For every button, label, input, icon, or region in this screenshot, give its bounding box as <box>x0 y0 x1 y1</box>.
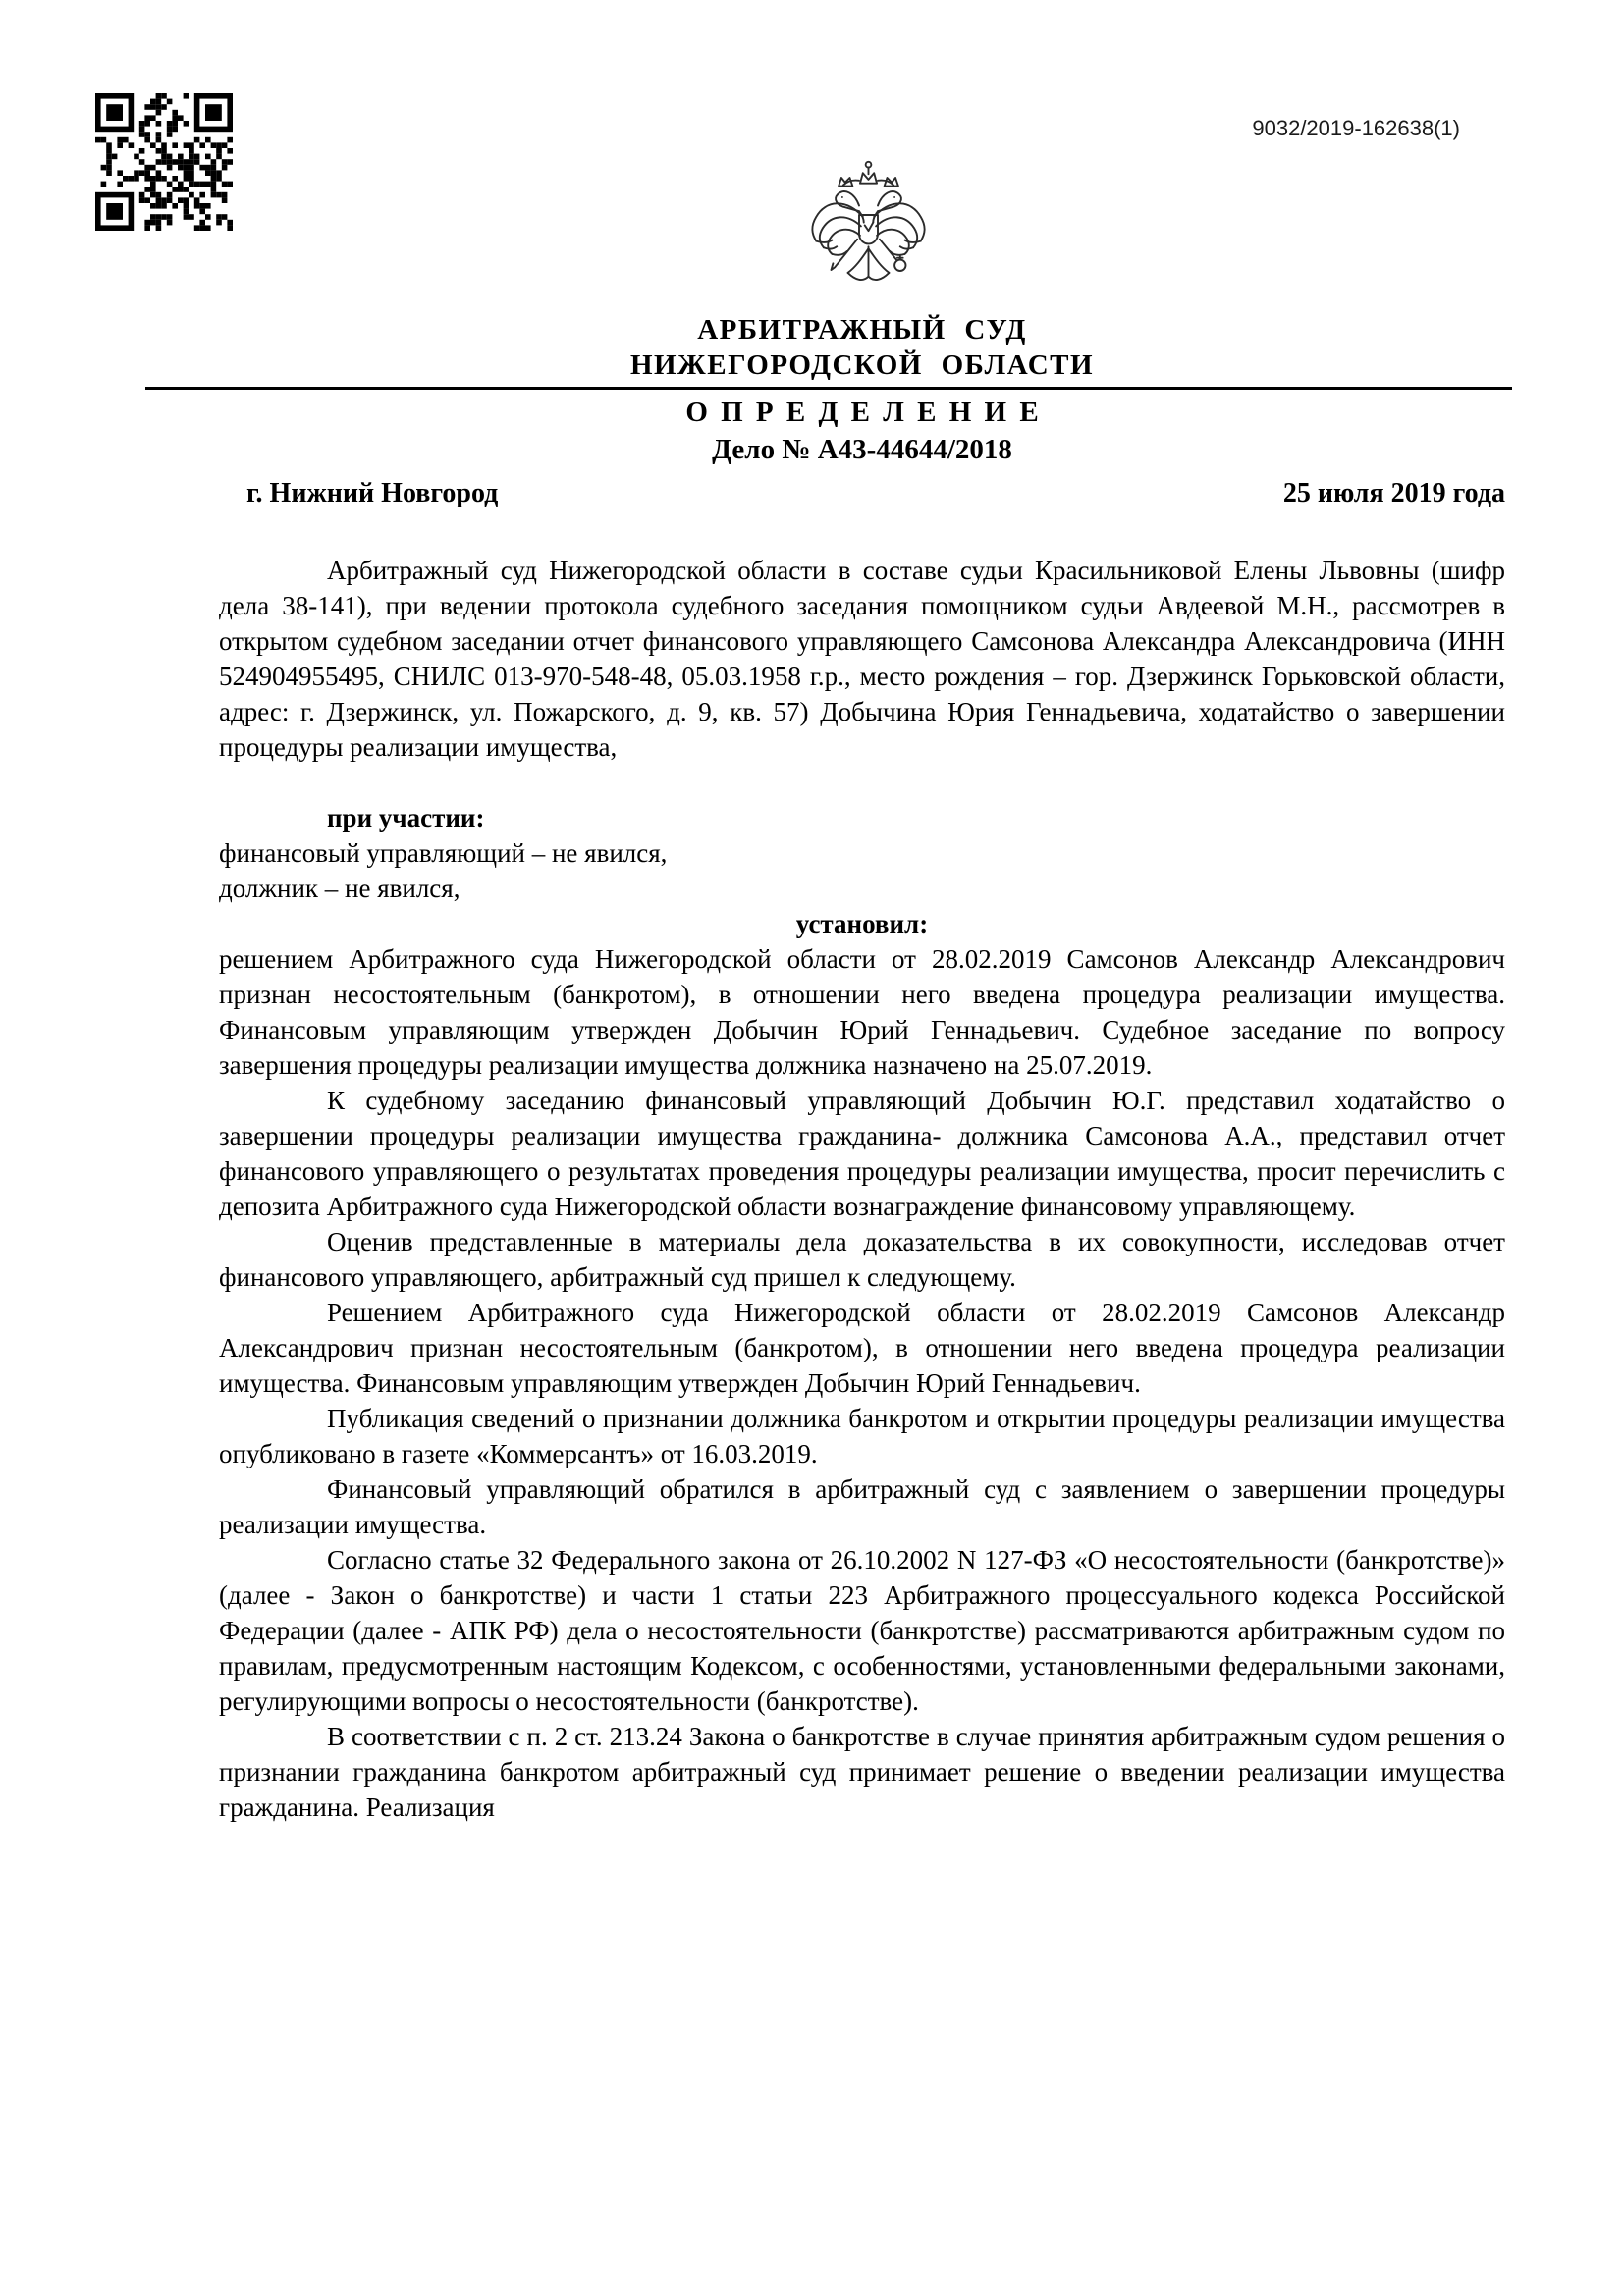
city-label: г. Нижний Новгород <box>246 478 499 508</box>
document-body <box>219 553 1505 1825</box>
body-paragraph: решением Арбитражного суда Нижегородской области от 28.02.2019 Самсонов Александр Александрович признан несостоятельным (банкротом), в отношении него введена процедура реализации имущества. Финансовым управляющим утвержден Добычин Юрий Геннадьевич. Судебное заседание по вопросу завершения процедуры реализации имущества должника назначено на 25.07.2019. <box>219 944 1505 1080</box>
body-paragraph: Финансовый управляющий обратился в арбитражный суд с заявлением о завершении процедуры реализации имущества. <box>219 1474 1505 1539</box>
body-paragraph: В соответствии с п. 2 ст. 213.24 Закона о банкротстве в случае принятия арбитражным судом решения о признании гражданина банкротом арбитражный суд принимает решение о введении реализации имущества гражданина. Реализация <box>219 1722 1505 1822</box>
document-registration-number: 9032/2019-162638(1) <box>1252 116 1460 140</box>
body-paragraph: Оценив представленные в материалы дела доказательства в их совокупности, исследовав отчет финансового управляющего, арбитражный суд пришел к следующему. <box>219 1227 1505 1292</box>
body-paragraph: К судебному заседанию финансовый управляющий Добычин Ю.Г. представил ходатайство о завершении процедуры реализации имущества гражданина- должника Самсонова А.А., представил отчет финансового управляющего о результатах проведения процедуры реализации имущества, просит перечислить с депозита Арбитражного суда Нижегородской области вознаграждение финансовому управляющему. <box>219 1086 1505 1221</box>
participants-heading: при участии: <box>327 803 485 832</box>
date-label: 25 июля 2019 года <box>1282 478 1505 508</box>
header-divider-rule <box>145 387 1512 390</box>
participant-line: финансовый управляющий – не явился, <box>219 838 668 868</box>
document-content <box>219 312 1505 1825</box>
established-heading: установил: <box>795 909 929 938</box>
qr-code-icon <box>95 93 233 231</box>
participant-line: должник – не явился, <box>219 874 460 903</box>
body-paragraph: Согласно статье 32 Федерального закона от 26.10.2002 N 127-ФЗ «О несостоятельности (банкротстве)» (далее - Закон о банкротстве) и части 1 статьи 223 Арбитражного процессуального кодекса Российской Федерации (далее - АПК РФ) дела о несостоятельности (банкротстве) рассматриваются арбитражным судом по правилам, предусмотренным настоящим Кодексом, с особенностями, установленными федеральными законами, регулирующими вопросы о несостоятельности (банкротстве). <box>219 1545 1505 1716</box>
paragraph-spacer <box>219 765 1505 800</box>
russia-coat-of-arms-icon <box>803 153 934 314</box>
intro-paragraph: Арбитражный суд Нижегородской области в составе судьи Красильниковой Елены Львовны (шифр дела 38-141), при ведении протокола судебного заседания помощником судьи Авдеевой М.Н., рассмотрев в открытом судебном заседании отчет финансового управляющего Самсонова Александра Александровича (ИНН 524904955495, СНИЛС 013-970-548-48, 05.03.1958 г.р., место рождения – гор. Дзержинск Горьковской области, адрес: г. Дзержинск, ул. Пожарского, д. 9, кв. 57) Добычина Юрия Геннадьевича, ходатайство о завершении процедуры реализации имущества, <box>219 556 1505 762</box>
document-type-heading: О П Р Е Д Е Л Е Н И Е <box>685 397 1039 428</box>
court-name-line1: АРБИТРАЖНЫЙ СУД <box>697 314 1027 346</box>
city-date-row <box>219 476 1505 511</box>
case-number: Дело № А43-44644/2018 <box>712 434 1012 465</box>
court-name-line2: НИЖЕГОРОДСКОЙ ОБЛАСТИ <box>629 349 1095 381</box>
body-paragraph: Публикация сведений о признании должника банкротом и открытии процедуры реализации имущества опубликовано в газете «Коммерсантъ» от 16.03.2019. <box>219 1404 1505 1468</box>
body-paragraph: Решением Арбитражного суда Нижегородской области от 28.02.2019 Самсонов Александр Александрович признан несостоятельным (банкротом), в отношении него введена процедура реализации имущества. Финансовым управляющим утвержден Добычин Юрий Геннадьевич. <box>219 1298 1505 1398</box>
